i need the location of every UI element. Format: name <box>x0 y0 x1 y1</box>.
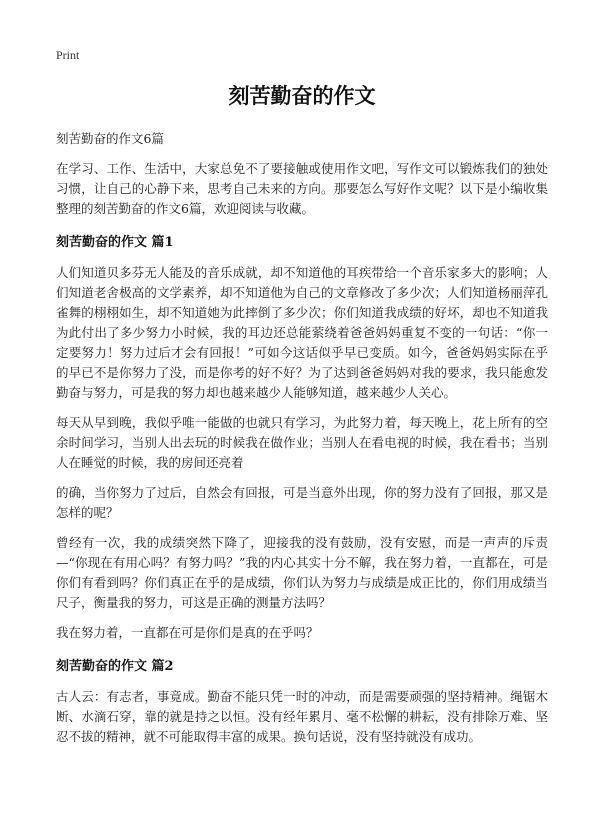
section-1-paragraph-2: 每天从早到晚，我似乎唯一能做的也就只有学习，为此努力着，每天晚上，花上所有的空余时间学习，当别人出去玩的时候我在做作业；当别人在看电视的时候，我在看书；当别人在睡觉的时候，我的房间还亮着 <box>56 415 548 470</box>
section-heading-1: 刻苦勤奋的作文 篇1 <box>56 235 174 250</box>
print-link[interactable]: Print <box>56 48 80 62</box>
intro-paragraph: 在学习、工作、生活中，大家总免不了要接触或使用作文吧，写作文可以锻炼我们的独处习惯，让自己的心静下来，思考自己未来的方向。那要怎么写好作文呢？以下是小编收集整理的刻苦勤奋的作文6篇，欢迎阅读与收藏。 <box>56 161 548 216</box>
section-1-paragraph-3: 的确，当你努力了过后，自然会有回报，可是当意外出现，你的努力没有了回报，那又是怎样的呢？ <box>56 485 548 520</box>
document-page <box>56 44 548 747</box>
document-subtitle: 刻苦勤奋的作文6篇 <box>56 131 164 146</box>
section-1-paragraph-4: 曾经有一次，我的成绩突然下降了，迎接我的没有鼓励，没有安慰，而是一声声的斥责—“你现在有用心吗？有努力吗？”我的内心其实十分不解，我在努力着，一直都在，可是你们有看到吗？你们真正在乎的是成绩，你们认为努力与成绩是成正比的，你们用成绩当尺子，衡量我的努力，可这是正确的测量方法吗？ <box>56 535 548 610</box>
document-title: 刻苦勤奋的作文 <box>228 83 376 108</box>
section-1-paragraph-5: 我在努力着，一直都在可是你们是真的在乎吗？ <box>56 625 319 640</box>
section-2-paragraph-1: 古人云：有志者，事竟成。勤奋不能只凭一时的冲动，而是需要顽强的坚持精神。绳锯木断、水滴石穿，靠的就是持之以恒。没有经年累月、毫不松懈的耕耘，没有排除万难、坚忍不拔的精神，就不可能取得丰富的成果。换句话说，没有坚持就没有成功。 <box>56 689 548 744</box>
section-heading-2: 刻苦勤奋的作文 篇2 <box>56 659 174 674</box>
section-1-paragraph-1: 人们知道贝多芬无人能及的音乐成就，却不知道他的耳疾带给一个音乐家多大的影响；人们知道老舍极高的文学素养，却不知道他为自己的文章修改了多少次；人们知道杨丽萍孔雀舞的栩栩如生，却不知道她为此摔倒了多少次；你们知道我成绩的好坏，却也不知道我为此付出了多少努力小时候，我的耳边还总能萦绕着爸爸妈妈重复不变的一句话：“你一定要努力！努力过后才会有回报！”可如今这话似乎早已变质。如今，爸爸妈妈实际在乎的早已不是你努力了没，而是你考的好不好？为了达到爸爸妈妈对我的要求，我只能愈发勤奋与努力，可是我的努力却也越来越少人能够知道，越来越少人关心。 <box>56 265 548 400</box>
